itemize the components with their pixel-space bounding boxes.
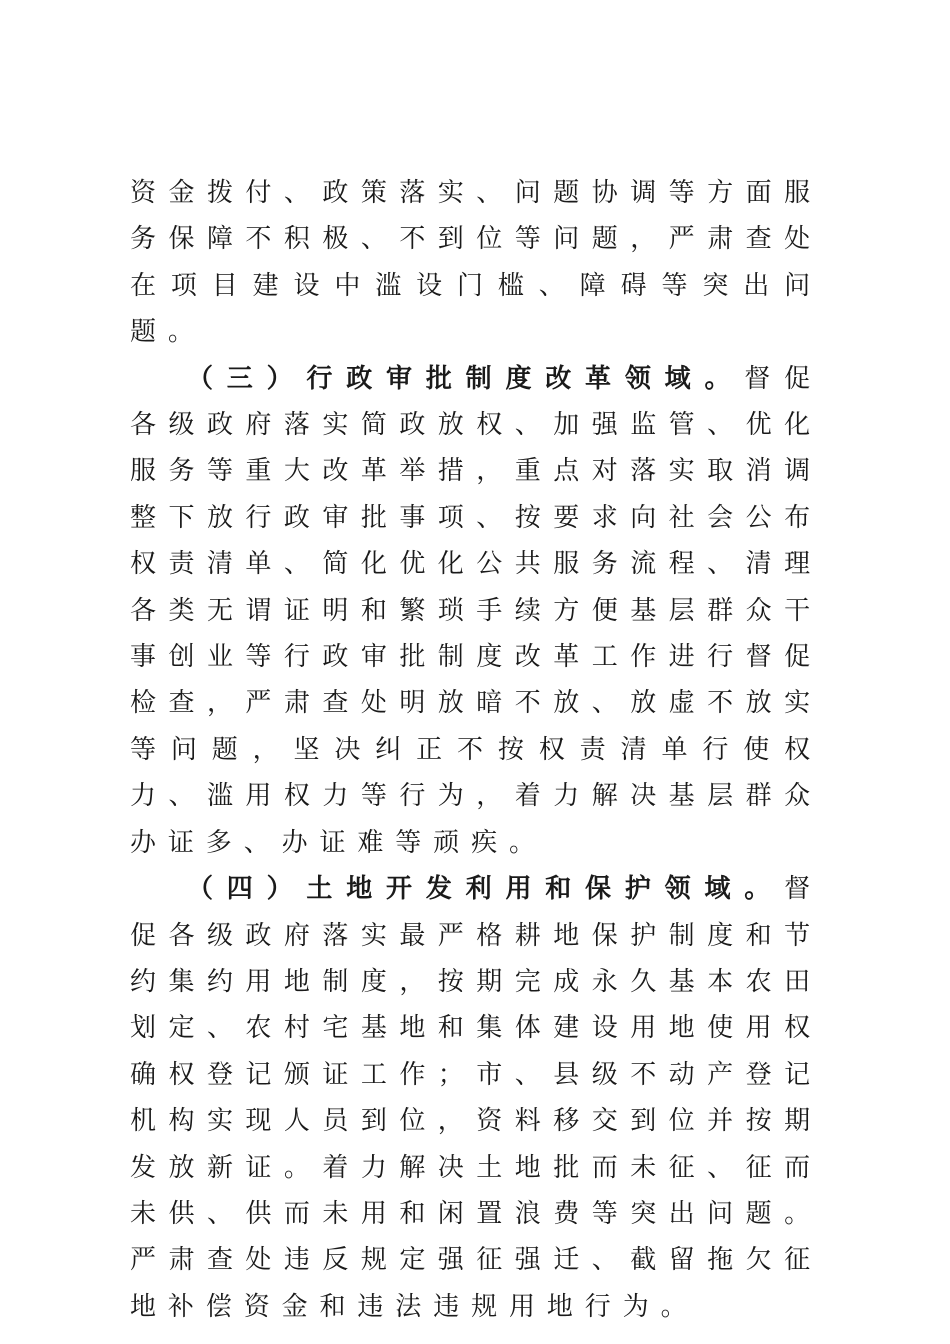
paragraph-section-3 [130,356,822,866]
paragraph-body: 资金拨付、政策落实、问题协调等方面服务保障不积极、不到位等问题，严肃查处在项目建设中滥设门槛、障碍等突出问题。 [130,178,822,348]
document-page [130,170,822,1330]
paragraph-body: 督促各级政府落实最严格耕地保护制度和节约集约用地制度，按期完成永久基本农田划定、农村宅基地和集体建设用地使用权确权登记颁证工作；市、县级不动产登记机构实现人员到位，资料移交到位并按期发放新证。着力解决土地批而未征、征而未供、供而未用和闲置浪费等突出问题。严肃查处违反规定强征强迁、截留拖欠征地补偿资金和违法违规用地行为。 [130,874,822,1322]
paragraph-section-4 [130,866,822,1330]
section-heading: （三）行政审批制度改革领域。 [187,363,745,394]
section-heading: （四）土地开发利用和保护领域。 [187,874,785,905]
paragraph-body: 督促各级政府落实简政放权、加强监管、优化服务等重大改革举措，重点对落实取消调整下放行政审批事项、按要求向社会公布权责清单、简化优化公共服务流程、清理各类无谓证明和繁琐手续方便基层群众干事创业等行政审批制度改革工作进行督促检查，严肃查处明放暗不放、放虚不放实等问题，坚决纠正不按权责清单行使权力、滥用权力等行为，着力解决基层群众办证多、办证难等顽疾。 [130,363,822,858]
paragraph-continuation [130,170,822,356]
